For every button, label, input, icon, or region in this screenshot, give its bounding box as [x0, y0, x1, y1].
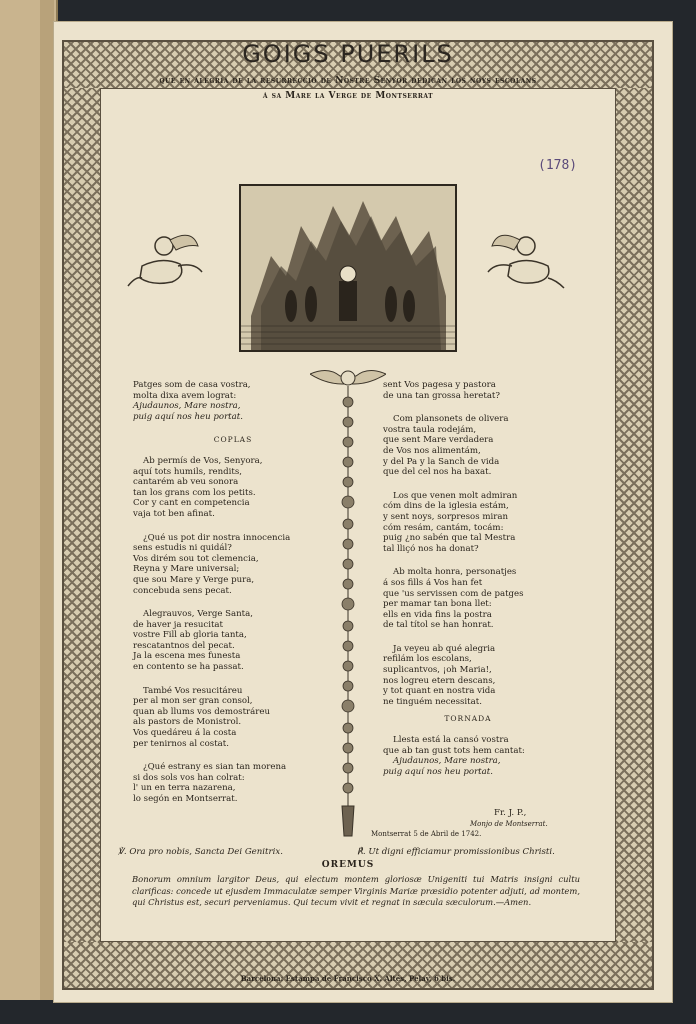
coplas-heading: COPLAS: [213, 435, 253, 445]
handwritten-annotation: (178): [538, 158, 578, 173]
oremus-heading: OREMUS: [321, 860, 375, 870]
date-line: Montserrat 5 de Abril de 1742.: [371, 830, 482, 838]
tornada-heading: TORNADA: [444, 714, 492, 724]
left-verse-column: Patges som de casa vostra, molta dixa avem lograt: Ajudaunos, Mare nostra, puig aquí nos heu portat. COPLAS Ab permís de Vos, Senyora, aquí tots humils, rendits, cantarém ab veu sonora tan los grans com los petits. Cor y cant en competencia vaja tot ben afinat. ¿Qué us pot dir nostra innocencia sens estudis ni quidál? Vos dirém sou tot clemencia, Reyna y Mare universal; que sou Mare y Verge pura, concebuda sens pecat. Alegrauvos, Verge Santa, de haver ja resucitat vostre Fill ab gloria tanta, rescatantnos del pecat. Ja la escena mes funesta en contento se ha passat. També Vos resucitáreu per al mon ser gran consol, quan ab llums vos demostráreu als pastors de Monistrol. Vos quedáreu á la costa per tenirnos al costat. ¿Qué estrany es sian tan morena si dos sols vos han colrat: l' un en terra nazarena, lo segón en Montserrat.: [133, 380, 333, 818]
cherub-right-image: [486, 226, 568, 294]
subtitle: que en alegría de la resurrecció de Nostre Senyor dedican los noys escolans á sa Mare la Verge de Montserrat: [159, 76, 537, 101]
right-verse-column: sent Vos pagesa y pastora de una tan grossa heretat? Com plansonets de olivera vostra taula rodejám, que sent Mare verdadera de Vos nos alimentám, y del Pa y la Sanch de vida que del cel nos ha baxat. Los que venen molt admiran cóm dins de la iglesia estám, y sent noys, sorpresos miran cóm resám, cantám, tocám: puig ¿no sabén que tal Mestra tal lliçó nos ha donat? Ab molta honra, personatjes á sos fills á Vos han fet que 'us servissen com de patges per mamar tan bona llet: ells en vida fins la postra de tal títol se han honrat. Ja veyeu ab qué alegria refilám los escolans, suplicantvos, ¡oh Maria!, nos logreu etern descans, y tot quant en nostra vida ne tinguém necessitat. TORNADA Llesta está la cansó vostra que ab tan gust tots hem cantat: Ajudaunos, Mare nostra, puig aquí nos heu portat.: [383, 380, 553, 777]
adjacent-page-edge: [0, 0, 58, 1000]
page-title: GOIGS PUERILS: [242, 40, 454, 68]
author-role: Monjo de Montserrat.: [470, 820, 548, 828]
montserrat-engraving-image: [239, 184, 457, 352]
printer-imprint: Barcelona: Estampa de Francisco X. Altés, Pelay, 6 bis.: [240, 974, 456, 983]
response: ℟. Ut digni efficiamur promissionibus Christi.: [357, 847, 555, 857]
prayer-text: Bonorum omnium largitor Deus, qui electum montem gloriosæ Unigeniti tui Matris insigni cultu clarificas: concede ut ejusdem Immaculatæ semper Virginis Mariæ præsidio potenter adjuti, ad montem, qui Christus est, securi perveniamus. Qui tecum vivit et regnat in sæcula sæculorum.—Amen.: [132, 874, 580, 907]
author-signature: Fr. J. P.,: [494, 808, 527, 818]
versicle: ℣. Ora pro nobis, Sancta Dei Genitrix.: [118, 847, 283, 857]
cherub-left-image: [122, 226, 204, 294]
